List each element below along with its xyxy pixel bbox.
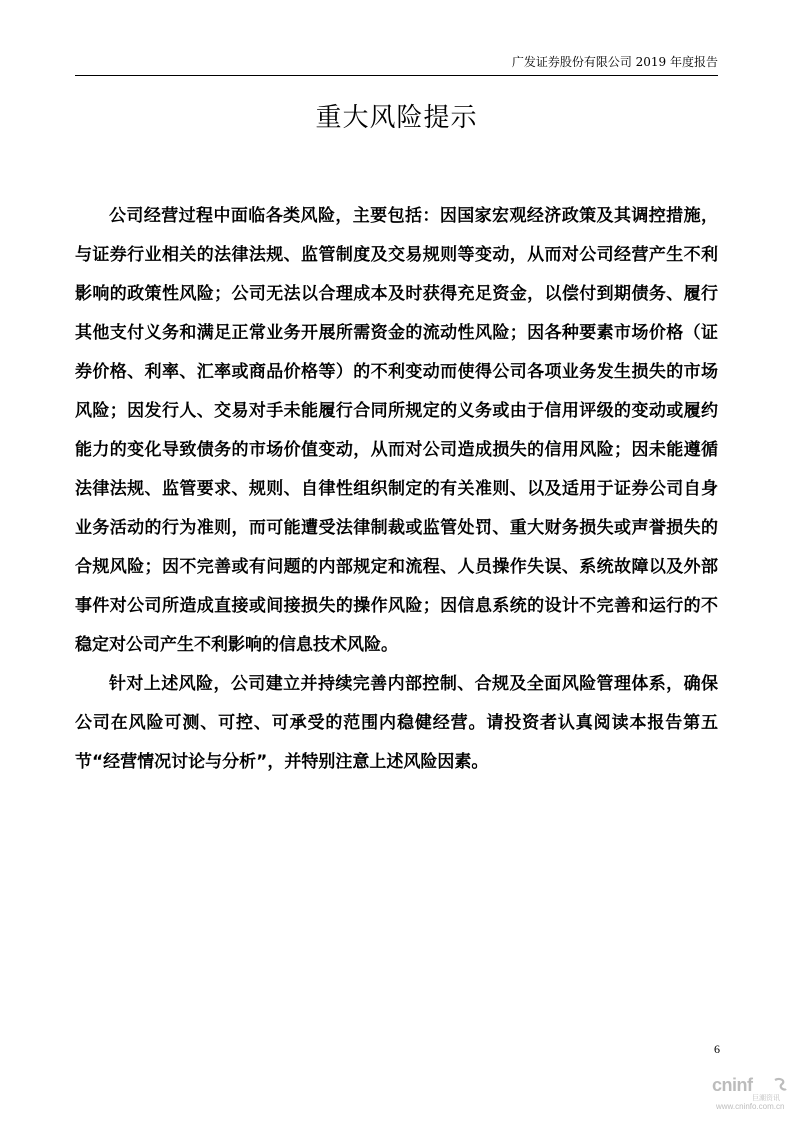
cninfo-logo-icon — [772, 1077, 788, 1093]
cninfo-watermark — [710, 1075, 790, 1115]
page-number: 6 — [714, 1042, 720, 1056]
watermark-url: www.cninfo.com.cn — [716, 1102, 785, 1111]
paragraph-measures: 针对上述风险，公司建立并持续完善内部控制、合规及全面风险管理体系，确保公司在风险可测、可控、可承受的范围内稳健经营。请投资者认真阅读本报告第五节“经营情况讨论与分析”，并特别注意上述风险因素。 — [75, 674, 718, 772]
body-text — [75, 197, 718, 782]
header-text: 广发证券股份有限公司 2019 年度报告 — [511, 55, 718, 69]
paragraph-risks: 公司经营过程中面临各类风险，主要包括：因国家宏观经济政策及其调控措施，与证券行业相关的法律法规、监管制度及交易规则等变动，从而对公司经营产生不利影响的政策性风险；公司无法以合理成本及时获得充足资金，以偿付到期债务、履行其他支付义务和满足正常业务开展所需资金的流动性风险；因各种要素市场价格（证券价格、利率、汇率或商品价格等）的不利变动而使得公司各项业务发生损失的市场风险；因发行人、交易对手未能履行合同所规定的义务或由于信用评级的变动或履约能力的变化导致债务的市场价值变动，从而对公司造成损失的信用风险；因未能遵循法律法规、监管要求、规则、自律性组织制定的有关准则、以及适用于证券公司自身业务活动的行为准则，而可能遭受法律制裁或监管处罚、重大财务损失或声誉损失的合规风险；因不完善或有问题的内部规定和流程、人员操作失误、系统故障以及外部事件对公司所造成直接或间接损失的操作风险；因信息系统的设计不完善和运行的不稳定对公司产生不利影响的信息技术风险。 — [75, 206, 718, 655]
watermark-sub-text: 巨潮资讯 — [752, 1094, 780, 1102]
page-title: 重大风险提示 — [315, 103, 478, 133]
watermark-logo-text: cninf — [712, 1075, 753, 1095]
page-header — [75, 53, 718, 76]
